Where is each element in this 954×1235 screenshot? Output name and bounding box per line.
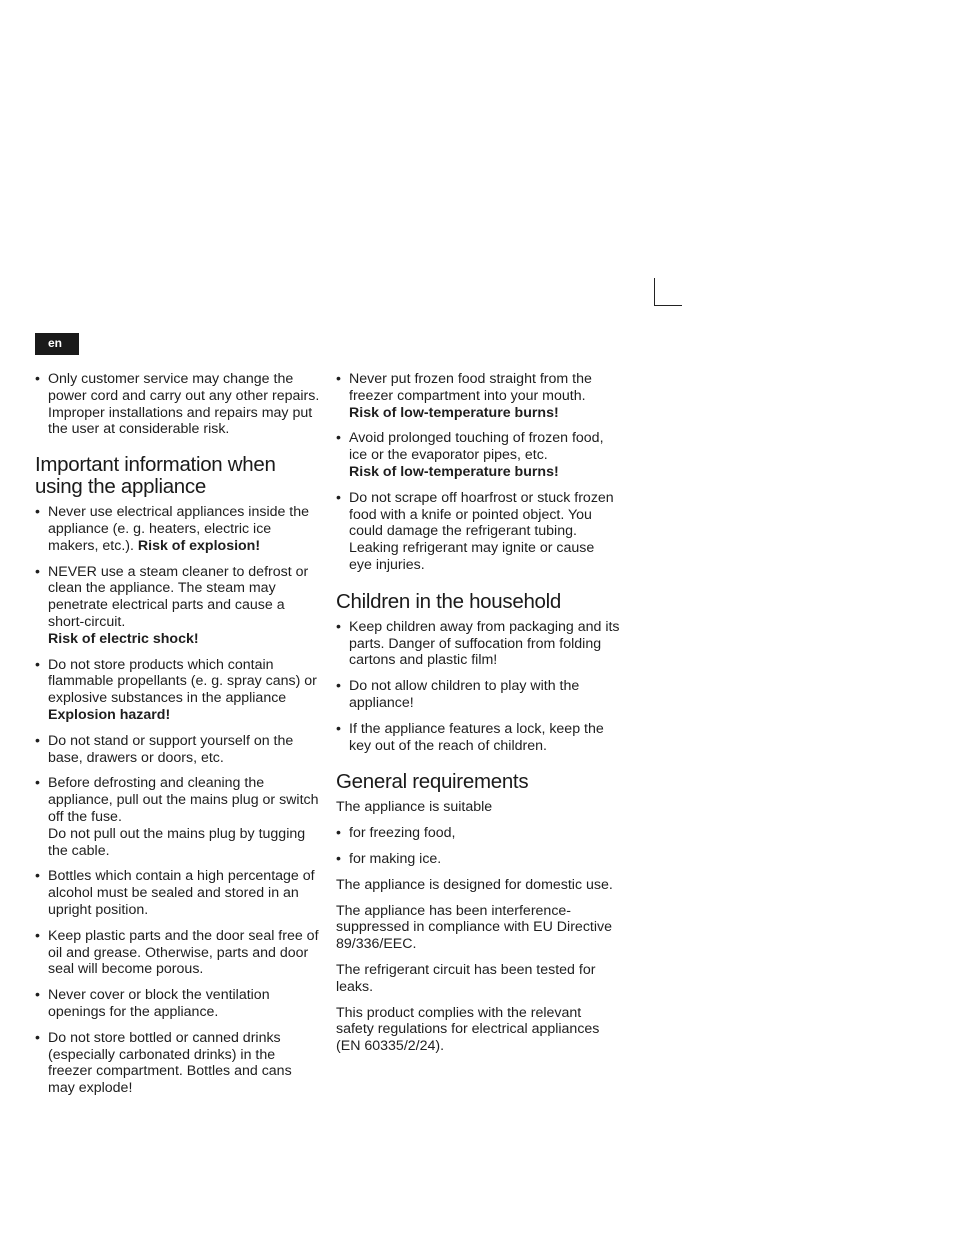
section-heading-general-requirements: General requirements [336, 770, 529, 794]
general-list [336, 825, 621, 868]
list-item [336, 490, 621, 574]
item-text: Avoid prolonged touching of frozen food, ice or the evaporator pipes, etc. [349, 430, 604, 464]
list-item: • If the appliance features a lock, keep the key out of the reach of children. [336, 721, 621, 755]
general-paragraph: This product complies with the relevant safety regulations for electrical appliances (EN 60335/2/24). [336, 1004, 600, 1055]
warning-text: Risk of explosion! [137, 537, 261, 554]
item-text: Never cover or block the ventilation openings for the appliance. [48, 987, 270, 1020]
item-text: Never put frozen food straight from the freezer compartment into your mouth. [349, 371, 592, 404]
list-item: • for making ice. [336, 851, 621, 868]
list-item [35, 371, 320, 438]
item-text: Before defrosting and cleaning the appliance, pull out the mains plug or switch off the fuse. [48, 775, 319, 825]
item-text: Never use electrical appliances inside the appliance (e. g. heaters, electric ice makers, etc.). [48, 504, 310, 554]
list-item [35, 657, 320, 724]
item-text: Only customer service may change the power cord and carry out any other repairs. Improper installations and repairs may put the user at considerable risk. [48, 371, 320, 438]
general-paragraph: The appliance is designed for domestic use. [336, 876, 613, 893]
item-text-secondary: Do not pull out the mains plug by tugging the cable. [48, 825, 306, 859]
list-item [336, 430, 621, 480]
list-item: • Keep children away from packaging and its parts. Danger of suffocation from folding cartons and plastic film! [336, 619, 621, 669]
general-paragraph: The refrigerant circuit has been tested for leaks. [336, 961, 596, 995]
item-text: Do not store products which contain flammable propellants (e. g. spray cans) or explosive substances in the appliance [48, 656, 317, 707]
item-text: Do not stand or support yourself on the base, drawers or doors, etc. [48, 732, 294, 766]
safety-list-continued [336, 371, 621, 574]
left-column [35, 371, 320, 1106]
section-heading-children: Children in the household [336, 589, 561, 613]
item-text: Bottles which contain a high percentage of alcohol must be sealed and stored in an upright position. [48, 868, 315, 918]
crop-mark [654, 278, 682, 306]
intro-list [35, 371, 320, 438]
list-item: • for freezing food, [336, 825, 621, 842]
warning-text: Risk of low-temperature burns! [349, 463, 559, 480]
language-badge: en [35, 333, 79, 355]
item-text: Do not scrape off hoarfrost or stuck frozen food with a knife or pointed object. You could damage the refrigerant tubing. Leaking refrigerant may ignite or cause eye injuries. [349, 489, 614, 573]
general-intro: The appliance is suitable [336, 799, 493, 816]
list-item [35, 775, 320, 859]
list-item [35, 987, 320, 1021]
list-item [35, 564, 320, 648]
list-item [35, 928, 320, 978]
list-item [35, 868, 320, 918]
list-item [35, 1030, 320, 1097]
safety-list [35, 504, 320, 1097]
children-list [336, 619, 621, 755]
warning-text: Risk of low-temperature burns! [349, 404, 559, 421]
list-item [336, 371, 621, 421]
list-item [35, 733, 320, 767]
section-heading-important-information: Important information when using the appliance [35, 453, 276, 499]
warning-text: Explosion hazard! [48, 706, 171, 723]
right-column [336, 371, 621, 1064]
item-text: Keep plastic parts and the door seal free of oil and grease. Otherwise, parts and door seal will become porous. [48, 927, 319, 978]
list-item: • Do not allow children to play with the appliance! [336, 678, 621, 712]
warning-text: Risk of electric shock! [48, 630, 199, 647]
general-paragraph: The appliance has been interference-suppressed in compliance with EU Directive 89/336/EEC. [336, 902, 612, 953]
item-text: NEVER use a steam cleaner to defrost or clean the appliance. The steam may penetrate electrical parts and cause a short-circuit. [48, 563, 309, 630]
item-text: Do not store bottled or canned drinks (especially carbonated drinks) in the freezer compartment. Bottles and cans may explode! [48, 1029, 292, 1097]
list-item [35, 504, 320, 554]
